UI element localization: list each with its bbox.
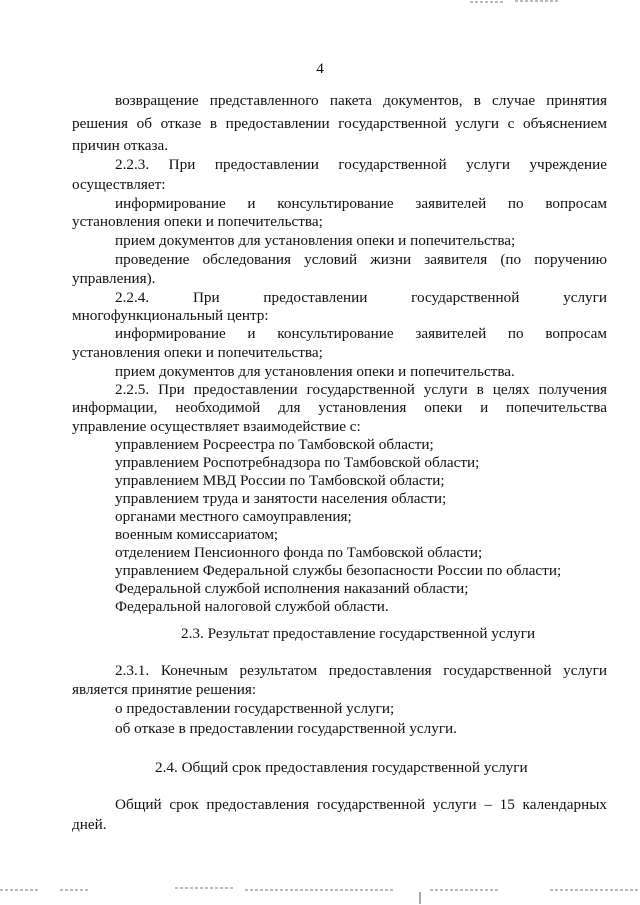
section-heading: 2.3. Результат предоставление государственной услуги <box>181 625 536 642</box>
section-heading: 2.4. Общий срок предоставления государственной услуги <box>155 759 528 776</box>
list-item: управлением Федеральной службы безопасности России по области; <box>115 562 562 579</box>
list-item-line: прием документов для установления опеки и попечительства. <box>115 363 515 380</box>
list-item: об отказе в предоставлении государственной услуги. <box>115 720 457 737</box>
paragraph-line: информации, необходимой для установления опеки и попечительства <box>72 399 607 416</box>
paragraph-line: является принятие решения: <box>72 681 257 698</box>
list-item: Федеральной налоговой службой области. <box>115 598 389 615</box>
paragraph-line: 2.3.1. Конечным результатом предоставления государственной услуги <box>115 662 607 679</box>
list-item: управлением Росреестра по Тамбовской области; <box>115 436 434 453</box>
list-item-line: информирование и консультирование заявителей по вопросам <box>115 195 607 212</box>
paragraph-line: осуществляет: <box>72 176 166 193</box>
page-number: 4 <box>316 60 324 77</box>
list-item-line: прием документов для установления опеки и попечительства; <box>115 232 516 249</box>
list-item: органами местного самоуправления; <box>115 508 352 525</box>
paragraph-line: управление осуществляет взаимодействие с: <box>72 418 361 435</box>
list-item: управлением труда и занятости населения области; <box>115 490 447 507</box>
list-item: управлением МВД России по Тамбовской области; <box>115 472 445 489</box>
list-item: Федеральной службой исполнения наказаний области; <box>115 580 469 597</box>
paragraph-line: 2.2.4. При предоставлении государственной услуги <box>115 289 607 306</box>
list-item-line: установления опеки и попечительства; <box>72 344 323 361</box>
paragraph-line: 2.2.5. При предоставлении государственной услуги в целях получения <box>115 381 607 398</box>
list-item: о предоставлении государственной услуги; <box>115 700 395 717</box>
paragraph-line: 2.2.3. При предоставлении государственной услуги учреждение <box>115 156 607 173</box>
paragraph-line: решения об отказе в предоставлении государственной услуги с объяснением <box>72 115 607 132</box>
paragraph-line: Общий срок предоставления государственной услуги – 15 календарных <box>115 796 607 813</box>
paragraph-line: дней. <box>72 816 107 833</box>
list-item: управлением Роспотребнадзора по Тамбовской области; <box>115 454 480 471</box>
list-item: военным комиссариатом; <box>115 526 279 543</box>
paragraph-line: многофункциональный центр: <box>72 307 269 324</box>
paragraph-line: возвращение представленного пакета документов, в случае принятия <box>115 92 607 109</box>
list-item-line: информирование и консультирование заявителей по вопросам <box>115 325 607 342</box>
list-item-line: установления опеки и попечительства; <box>72 213 323 230</box>
list-item: отделением Пенсионного фонда по Тамбовской области; <box>115 544 483 561</box>
paragraph-line: причин отказа. <box>72 137 168 154</box>
list-item-line: проведение обследования условий жизни заявителя (по поручению <box>115 251 607 268</box>
list-item-line: управления). <box>72 270 156 287</box>
